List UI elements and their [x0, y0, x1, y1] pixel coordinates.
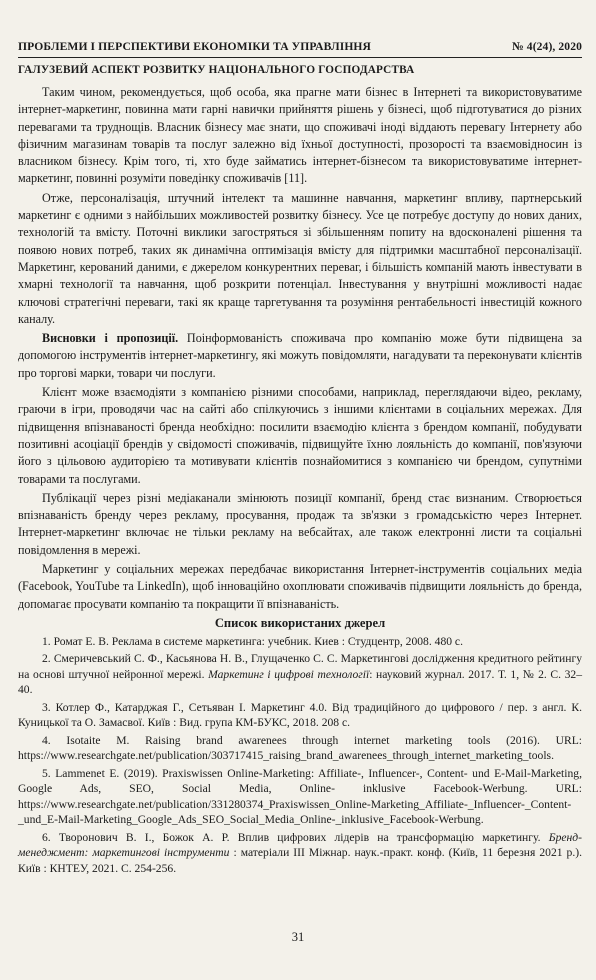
paragraph: Отже, персоналізація, штучний інтелект та машинне навчання, маркетинг впливу, партнерський маркетинг є одними з найбільших можливостей розвитку бізнесу. Усе це потребує доступу до нових даних, технологій та вмісту. Поточні виклики загостряться зі збільшенням попиту на вдосконалені рішення та появою нових потреб, таких як динамічна оптимізація вмісту для підтримки масштабної персоналізації. Маркетинг, керований даними, є джерелом конкурентних переваг, і більшість компаній мають інвестувати в хмарні технології та навчання, щоб розкрити потенціал. Інвестування у внутрішні можливості надає ключові стратегічні переваги, такі як краще таргетування та розуміння рентабельності інвестицій кожного каналу.: [18, 190, 582, 326]
reference-item: [18, 651, 582, 698]
reference-source: Маркетинг і цифрові технології: [208, 667, 370, 681]
reference-text: : науковий журнал. 2017. Т. 1, № 2. С. 32–40.: [18, 667, 583, 697]
paragraph: Маркетинг у соціальних мережах передбачає використання Інтернет-інструментів соціальних медіа (Facebook, YouTube та LinkedIn), щоб інноваційно охоплювати споживачів підвищити лояльність до бренда, допомагає просувати компанію та покращити її впізнаваність.: [18, 562, 582, 611]
article-body: [18, 84, 582, 613]
references-list: [18, 634, 582, 877]
references-heading: Список використаних джерел: [214, 615, 386, 630]
reference-text: 2. Смеричевський С. Ф., Касьянова Н. В., Глущаченко С. С. Маркетингові дослідження кредитного рейтингу на основі штучної нейронної мережі.: [18, 652, 582, 681]
reference-item: 4. Isotaite M. Raising brand awarenees through internet marketing tools (2016). URL: https://www.researchgate.net/publication/303717415_raising_brand_awarenees_through_internet_marketing_tools.: [18, 733, 582, 763]
reference-item: 3. Котлер Ф., Катарджая Г., Сетьяван І. Маркетинг 4.0. Від традиційного до цифрового / пер. з англ. К. Куницької та О. Замасвої. Київ : Вид. група КМ-БУКС, 2018. 208 с.: [18, 700, 582, 730]
conclusions-paragraph: [18, 330, 582, 382]
conclusions-heading: Висновки і пропозиції.: [42, 331, 179, 346]
reference-text: : матеріали ІІІ Міжнар. наук.-практ. конф. (Київ, 11 березня 2021 р.). Київ : КНТЕУ, 2021. С. 254-256.: [18, 846, 583, 875]
reference-source: Бренд-менеджмент: маркетингові інструменти: [18, 830, 582, 860]
paragraph: Публікації через різні медіаканали змінюють позиції компанії, бренд стає визнаним. Створюється впізнаваність бренду через рекламу, просування, продаж та зв'язки з громадськістю через Інтернет. Інтернет-маркетинг включає не тільки рекламу на вебсайтах, але також електронні листи та соціальні повідомлення в мережі.: [18, 490, 582, 557]
reference-item: [18, 830, 582, 877]
reference-item: 5. Lammenet E. (2019). Praxiswissen Online-Marketing: Affiliate-, Influencer-, Content- und E-Mail-Marketing, Google Ads, SEO, Social Media, Online- inklusive Facebook-Werbung. URL: https://www.researchgate.net/publication/331280374_Praxiswissen_Online-Marketing_Affiliate-_Influencer-_Content-_und_E-Mail-Marketing_Google_Ads_SEO_Social_Media_Online-_inklusive_Facebook-Werbung.: [18, 766, 582, 827]
conclusions-text: Поінформованість споживача про компанію може бути підвищена за допомогою інструментів інтернет-маркетингу, які можуть повідомляти, нагадувати та переконувати клієнтів про торгові марки, товари чи послуги.: [18, 331, 582, 380]
reference-item: 1. Ромат Е. В. Реклама в системе маркетинга: учебник. Киев : Студцентр, 2008. 480 с.: [42, 634, 463, 648]
running-header: [18, 40, 582, 58]
page-number: 31: [291, 930, 305, 944]
issue-number: № 4(24), 2020: [512, 40, 582, 53]
section-title: ГАЛУЗЕВИЙ АСПЕКТ РОЗВИТКУ НАЦІОНАЛЬНОГО ГОСПОДАРСТВА: [18, 64, 415, 76]
reference-text: 6. Творонович В. І., Божок А. Р. Вплив цифрових лідерів на трансформацію маркетингу.: [42, 830, 549, 844]
paragraph: Таким чином, рекомендується, щоб особа, яка прагне мати бізнес в Інтернеті та використовуватиме інтернет-маркетинг, повинна мати гарні навички прийняття рішень у бізнесі, щоб підготуватися до різних перевагами та труднощів. Власник бізнесу має знати, що споживачі іноді віддають перевагу Інтернету або фізичним магазинам товарів та послуг залежно від їхньої доступності, прозорості та взаємовідносин із власником бізнесу. Крім того, ті, хто буде займатись інтернет-бізнесом та використовуватиме інтернет-маркетинг, повинні розуміти поведінку споживачів [11].: [18, 85, 582, 186]
journal-title: ПРОБЛЕМИ І ПЕРСПЕКТИВИ ЕКОНОМІКИ ТА УПРАВЛІННЯ: [18, 40, 372, 53]
paragraph: Клієнт може взаємодіяти з компанією різними способами, наприклад, переглядаючи відео, рекламу, граючи в ігри, проводячи час на сайті або спілкуючись з іншими клієнтами в соціальних мережах. Для підвищення впізнаваності бренда необхідно: посилити взаємодію клієнта з брендом компанії, побудувати позитивні асоціації брендів у свідомості споживачів, підвищуйте їхню лояльність до компанії, пов'язуючи його з цільовою аудиторією та мотивувати клієнтів познайомитися з компанією чи брендом, супутніми товарами та послугами.: [18, 385, 582, 486]
